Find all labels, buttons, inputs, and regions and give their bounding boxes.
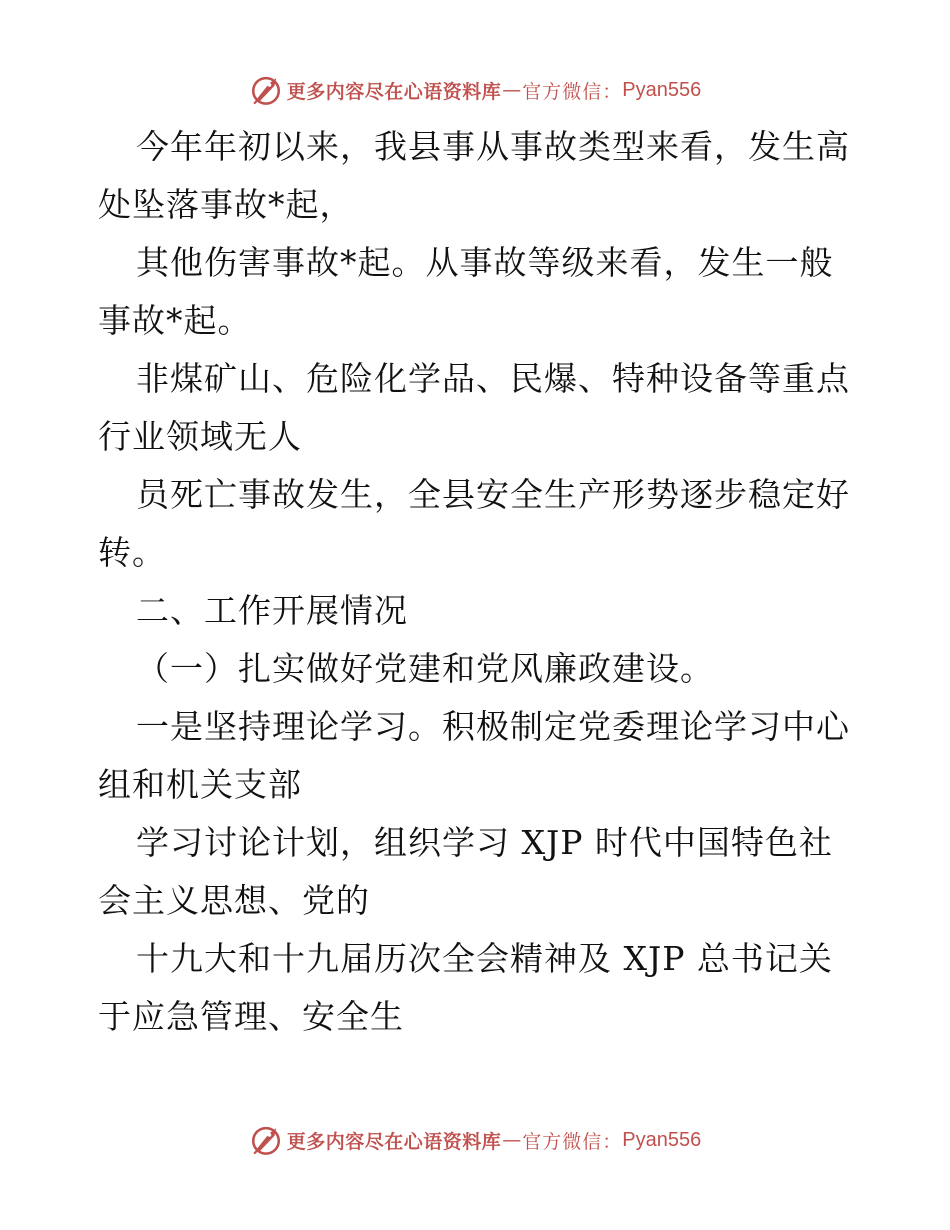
body-line: 员死亡事故发生，全县安全生产形势逐步稳定好 xyxy=(136,475,850,514)
document-body xyxy=(98,118,858,1046)
section-heading: 二、工作开展情况 xyxy=(136,591,408,630)
body-line: 其他伤害事故*起。从事故等级来看，发生一般 xyxy=(136,243,834,282)
body-line: 非煤矿山、危险化学品、民爆、特种设备等重点 xyxy=(136,359,850,398)
body-line: 于应急管理、安全生 xyxy=(98,997,404,1036)
body-line: 行业领域无人 xyxy=(98,417,302,456)
body-line: 组和机关支部 xyxy=(98,765,302,804)
footer-site-text: 更多内容尽在心语资料库 xyxy=(286,1130,502,1153)
body-line: 事故*起。 xyxy=(98,301,252,340)
body-line: 十九大和十九届历次全会精神及 XJP 总书记关 xyxy=(136,939,833,978)
subsection-heading: （一）扎实做好党建和党风廉政建设。 xyxy=(136,649,714,688)
footer-wechat-label: 官方微信： xyxy=(522,1130,623,1153)
header-wechat-id: Pyan556 xyxy=(622,78,702,101)
body-line: 学习讨论计划，组织学习 XJP 时代中国特色社 xyxy=(136,823,833,862)
footer-banner xyxy=(0,1120,950,1160)
body-line: 处坠落事故*起， xyxy=(98,185,354,224)
header-dash: — xyxy=(502,79,522,101)
footer-wechat-id: Pyan556 xyxy=(622,1128,702,1151)
header-banner xyxy=(0,70,950,110)
header-site-text: 更多内容尽在心语资料库 xyxy=(286,80,502,103)
body-line: 今年年初以来，我县事从事故类型来看，发生高 xyxy=(136,127,850,166)
footer-dash: — xyxy=(502,1129,522,1151)
body-line: 会主义思想、党的 xyxy=(98,881,370,920)
pen-nib-logo-icon xyxy=(249,1123,283,1157)
body-line: 一是坚持理论学习。积极制定党委理论学习中心 xyxy=(136,707,850,746)
body-line: 转。 xyxy=(98,533,166,572)
header-wechat-label: 官方微信： xyxy=(522,80,623,103)
pen-nib-logo-icon xyxy=(249,73,283,107)
